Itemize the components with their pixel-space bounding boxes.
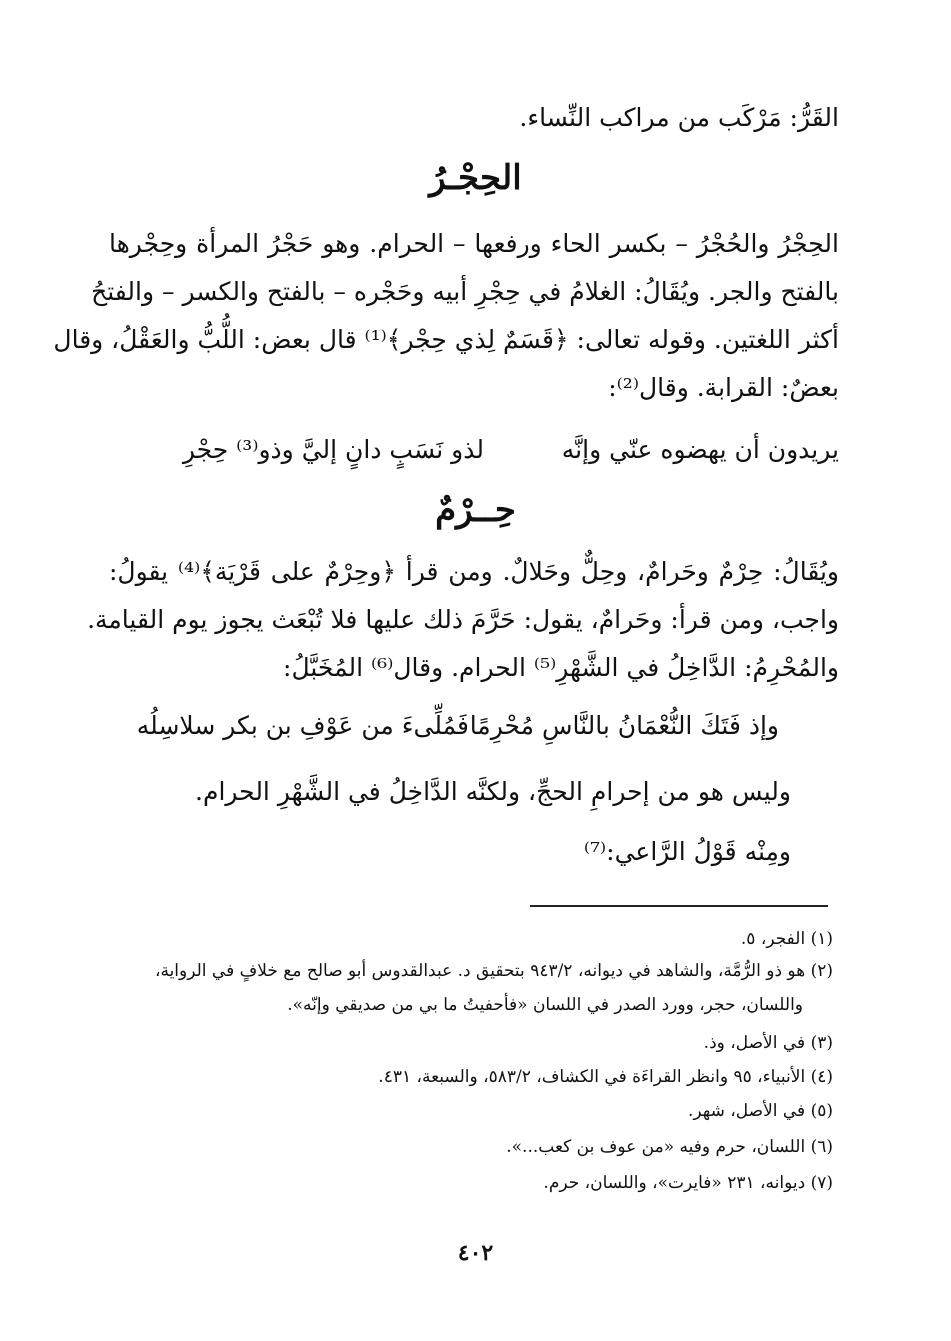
text-line: بعضٌ: القرابة. وقال⁽²⁾: <box>608 373 839 402</box>
footnote: (٣) في الأصل، وذ. <box>703 1033 833 1053</box>
footnote: (٢) هو ذو الرُّمَّة، والشاهد في ديوانه، ٩٤٣/٢ بتحقيق د. عبدالقدوس أبو صالح مع خلافٍ في الرواية، <box>154 961 833 981</box>
entry-heading-hijr: الحِجْـرُ <box>429 158 522 198</box>
verse-first-hemistich: يريدون أن يهضوه عنّي وإنَّه <box>561 435 839 464</box>
footnote: (١) الفجر، ٥. <box>740 929 833 949</box>
text-line: والمُحْرِمُ: الدَّاخِلُ في الشَّهْرِ⁽⁵⁾ الحرام. وقال⁽⁶⁾ المُخَبَّلُ: <box>283 653 839 682</box>
footnote: (٧) ديوانه، ٢٣١ «فايرت»، واللسان، حرم. <box>543 1173 833 1193</box>
page-number: ٤٠٢ <box>457 1240 494 1266</box>
footnote-separator <box>530 905 828 907</box>
text-line: بالفتح والجر. ويُقَالُ: الغلامُ في حِجْرِ أبيه وحَجْره – بالفتح والكسر – والفتحُ <box>91 277 839 306</box>
footnote-continuation: واللسان، حجر، وورد الصدر في اللسان «فأحفيتُ ما بي من صديقي وإنّه». <box>287 995 803 1015</box>
text-line: ومِنْه قَوْلُ الرَّاعي:⁽⁷⁾ <box>583 837 791 866</box>
verse-second-hemistich: لذو نَسَبٍ دانٍ إليَّ وذو⁽³⁾ حِجْرِ <box>182 435 484 464</box>
text-line: القَرُّ: مَرْكَب من مراكب النِّساء. <box>519 103 839 132</box>
footnote: (٥) في الأصل، شهر. <box>688 1101 833 1121</box>
footnote: (٤) الأنبياء، ٩٥ وانظر القراءَة في الكشاف، ٥٨٣/٢، والسبعة، ٤٣١. <box>378 1067 833 1087</box>
verse-second-hemistich: فَمُلِّىءَ من عَوْفِ بن بكر سلاسِلُه <box>136 711 469 740</box>
verse-first-hemistich: وإذ فَتَكَ النُّعْمَانُ بالنَّاسِ مُحْرِمًا <box>469 711 779 740</box>
text-line: الحِجْرُ والحُجْرُ – بكسر الحاء ورفعها – الحرام. وهو حَجْرُ المرأة وحِجْرها <box>109 229 839 258</box>
entry-heading-hirm: حِــرْمٌ <box>435 490 516 530</box>
text-line: أكثر اللغتين. وقوله تعالى: ﴿قَسَمٌ لِذي حِجْر﴾⁽¹⁾ قال بعض: اللُّبُّ والعَقْلُ، وقال <box>53 325 839 354</box>
text-line: وليس هو من إحرامِ الحجِّ، ولكنَّه الدَّاخِلُ في الشَّهْرِ الحرام. <box>195 777 791 806</box>
text-line: ويُقَالُ: حِرْمٌ وحَرامٌ، وحِلٌّ وحَلالٌ. ومن قرأ ﴿وحِرْمٌ على قَرْيَة﴾⁽⁴⁾ يقولُ: <box>109 557 840 586</box>
footnote: (٦) اللسان، حرم وفيه «من عوف بن كعب...». <box>506 1137 833 1157</box>
text-line: واجب، ومن قرأ: وحَرامٌ، يقول: حَرَّمَ ذلك عليها فلا تُبْعَث يجوز يوم القيامة. <box>87 605 839 634</box>
